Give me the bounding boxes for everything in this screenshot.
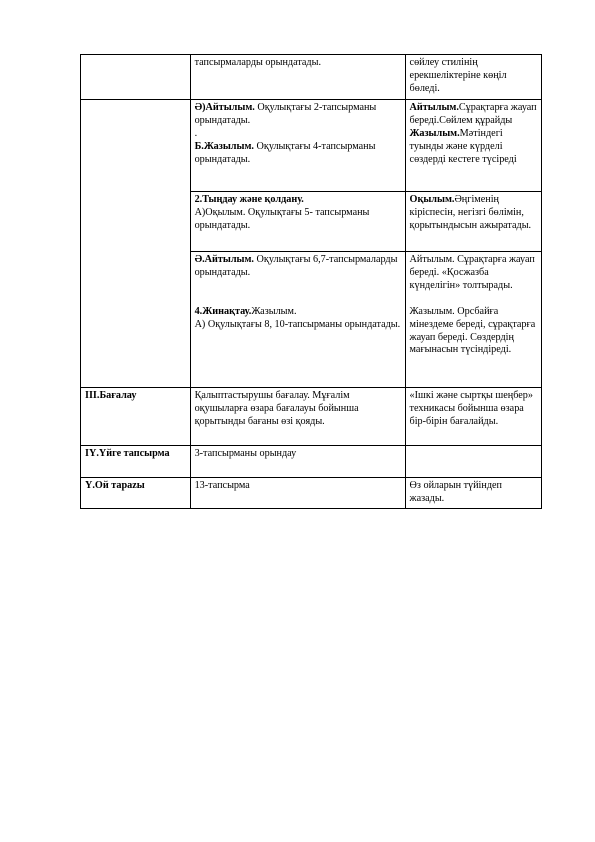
student-activity-cell [405, 100, 541, 192]
activity-heading: 4.Жинақтау. [194, 305, 252, 317]
activity-heading: Жазылым. [409, 127, 460, 139]
activity-heading: 2.Тыңдау және қолдану. [194, 194, 304, 205]
activity-text: Жазылым. [251, 305, 297, 317]
separator-dot: . [194, 127, 198, 139]
teacher-activity-cell [190, 478, 405, 509]
student-activity-cell [405, 252, 541, 388]
table-row [81, 446, 542, 478]
stage-cell: Ү.Ой тарazы [81, 478, 191, 509]
activity-text: Оқулықтағы 6,7-тапсырмаларды орындатады. [194, 254, 398, 278]
activity-text: Өз ойларын түйіндеп жазады. [409, 480, 503, 504]
table-row [81, 478, 542, 509]
activity-text: тапсырмаларды орындатады. [194, 57, 322, 68]
student-activity-cell [405, 388, 541, 446]
activity-heading: Ә)Айтылым. [194, 102, 255, 113]
activity-text: Мәтіндегі туынды және күрделі сөздерді кестеге түсіреді [409, 127, 517, 165]
activity-text: Оқулықтағы 4-тапсырманы орындатады. [194, 140, 376, 165]
activity-heading: Б.Жазылым. [194, 140, 254, 152]
activity-text: 3-тапсырманы орындау [194, 448, 297, 459]
activity-text: А) Оқулықтағы 8, 10-тапсырманы орындатады. [194, 318, 401, 330]
student-activity-cell [405, 192, 541, 252]
activity-text: Қалыптастырушы бағалау. Мұғалім оқушыларға өзара бағалауы бойынша қорытынды бағаны өзі қояды. [194, 390, 359, 427]
table-row [81, 55, 542, 100]
activity-text: Айтылым. Сұрақтарға жауап береді. «Қосжазба күнделігін» толтырады. [409, 254, 535, 291]
activity-text: 13-тапсырма [194, 480, 250, 491]
activity-text: сөйлеу стилінің ерекшеліктеріне көңіл бөледі. [409, 57, 507, 94]
teacher-activity-cell [190, 100, 405, 192]
stage-cell [81, 100, 191, 388]
activity-heading: Ә.Айтылым. [194, 254, 254, 265]
activity-heading: Айтылым. [409, 102, 459, 113]
teacher-activity-cell [190, 252, 405, 388]
teacher-activity-cell [190, 55, 405, 100]
student-activity-cell [405, 478, 541, 509]
activity-text: «Ішкі және сыртқы шеңбер» техникасы бойынша өзара бір-бірін бағалайды. [409, 390, 533, 427]
student-activity-cell [405, 55, 541, 100]
activity-text: Оқулықтағы 2-тапсырманы орындатады. [194, 102, 377, 126]
teacher-activity-cell [190, 388, 405, 446]
lesson-plan-table [80, 54, 542, 509]
activity-text: Жазылым. Орсбайға мінездеме береді, сұрақтарға жауап береді. Сөздердің мағынасын түсіндіреді. [409, 305, 536, 356]
activity-text: Сұрақтарға жауап береді.Сөйлем құрайды [409, 102, 537, 126]
activity-text: А)Оқылым. Оқулықтағы 5- тапсырманы орындатады. [194, 206, 370, 231]
table-row [81, 388, 542, 446]
activity-text: Әңгіменің кіріспесін, негізгі бөлімін, қорытындысын ажыратады. [409, 194, 532, 231]
student-activity-cell [405, 446, 541, 478]
teacher-activity-cell [190, 192, 405, 252]
stage-cell: ІҮ.Үйге тапсырма [81, 446, 191, 478]
activity-heading: Оқылым. [409, 194, 455, 205]
stage-cell: ІІІ.Бағалау [81, 388, 191, 446]
teacher-activity-cell [190, 446, 405, 478]
table-row [81, 100, 542, 192]
stage-cell [81, 55, 191, 100]
